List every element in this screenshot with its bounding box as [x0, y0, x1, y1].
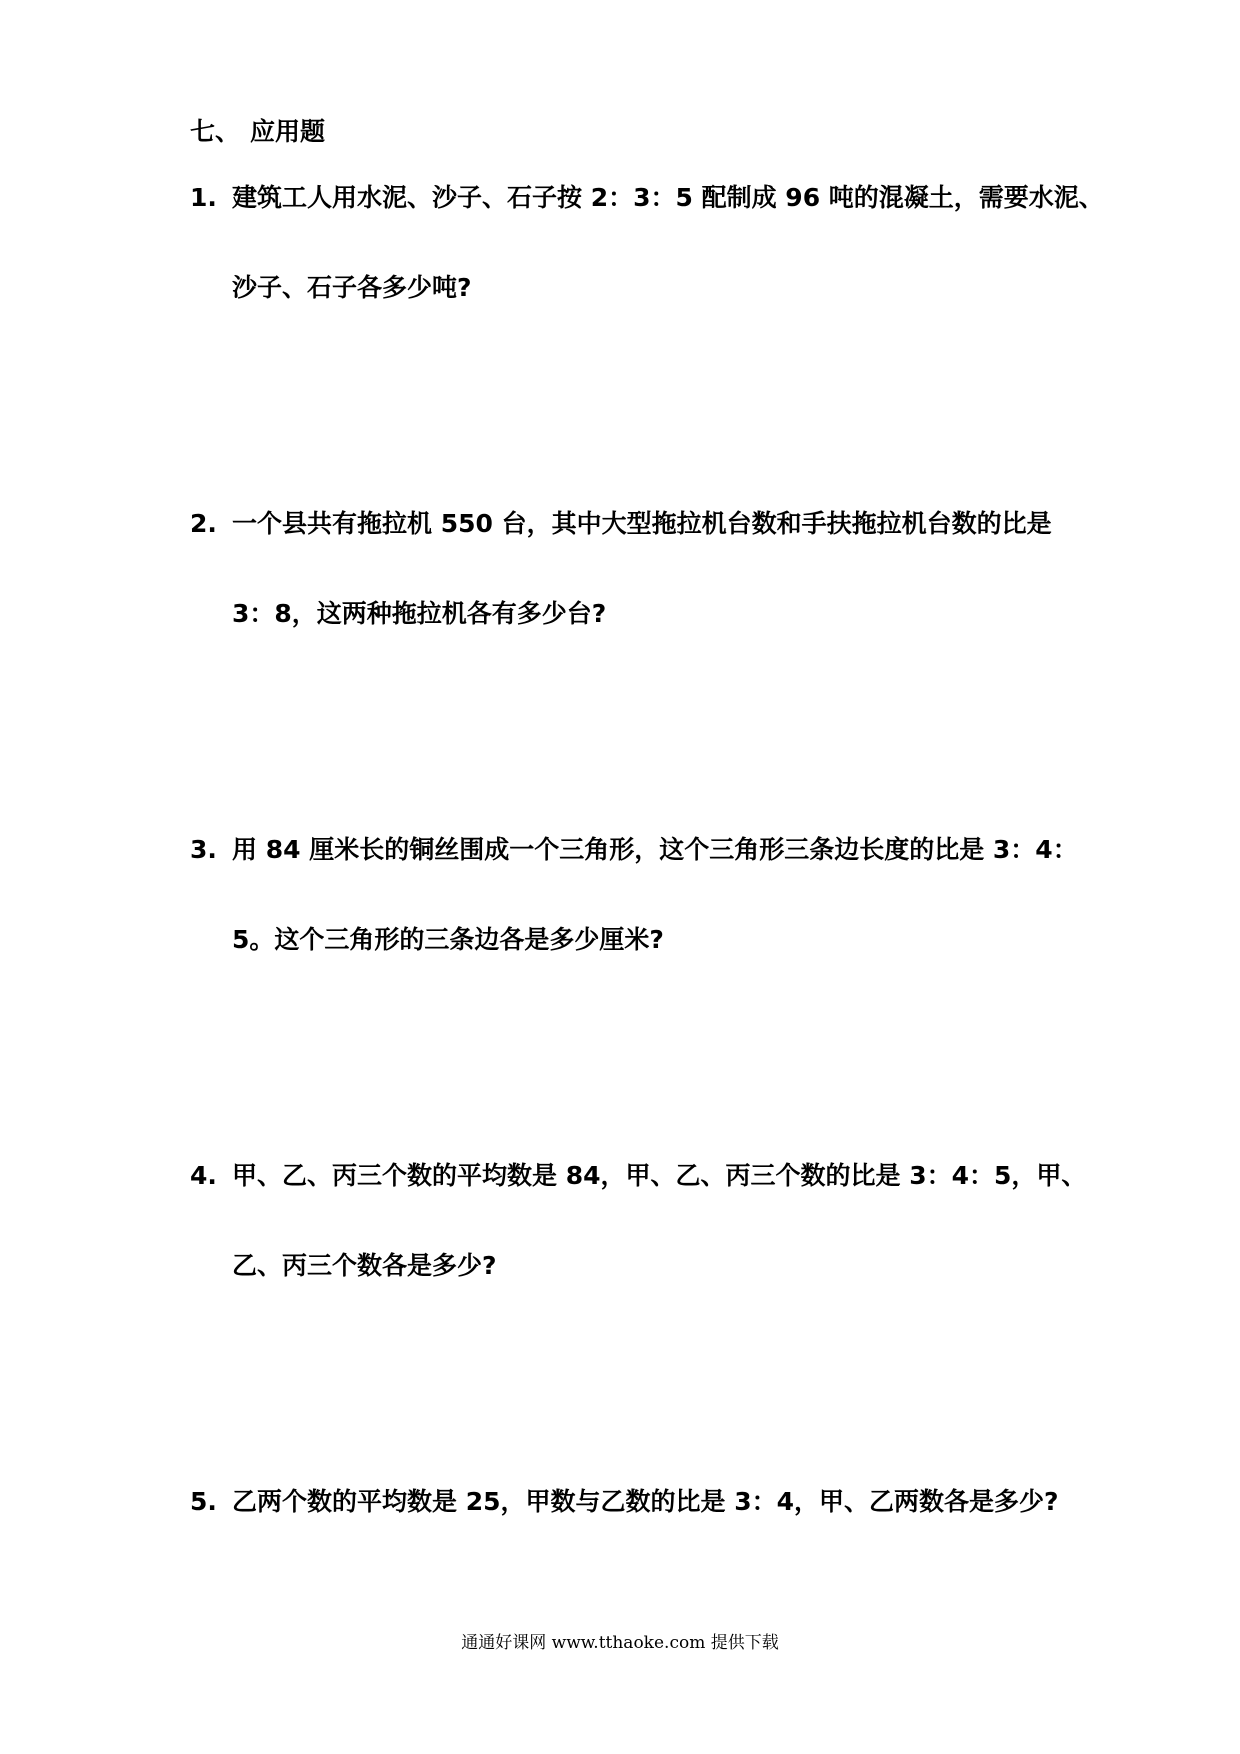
question-number: 5.	[190, 1487, 217, 1516]
question-4	[190, 1156, 1087, 1286]
question-line	[190, 178, 1104, 218]
question-3	[190, 830, 1078, 960]
question-text-line1: 用 84 厘米长的铜丝围成一个三角形，这个三角形三条边长度的比是 3：4：	[232, 835, 1078, 864]
question-line	[190, 830, 1078, 870]
question-line	[190, 1482, 1070, 1522]
question-text-line1: 建筑工人用水泥、沙子、石子按 2：3：5 配制成 96 吨的混凝土，需要水泥、	[232, 183, 1104, 212]
question-1	[190, 178, 1104, 308]
question-text-line2: 乙、丙三个数各是多少?	[232, 1251, 497, 1280]
section-number: 七、	[190, 117, 241, 146]
question-text-line1: 甲、乙、丙三个数的平均数是 84，甲、乙、丙三个数的比是 3：4：5，甲、	[232, 1161, 1087, 1190]
section-heading	[190, 112, 325, 152]
section-title: 应用题	[250, 117, 326, 146]
question-line	[190, 504, 1070, 544]
question-text-line2: 3：8，这两种拖拉机各有多少台?	[232, 599, 607, 628]
footer-text: 通通好课网 www.tthaoke.com 提供下载	[461, 1633, 779, 1653]
question-2	[190, 504, 1070, 634]
question-number: 4.	[190, 1161, 217, 1190]
question-text-line1: 乙两个数的平均数是 25，甲数与乙数的比是 3：4，甲、乙两数各是多少?	[232, 1487, 1059, 1516]
question-5	[190, 1482, 1070, 1522]
question-text-line2: 沙子、石子各多少吨?	[232, 273, 472, 302]
question-number: 2.	[190, 509, 217, 538]
question-text-line1: 一个县共有拖拉机 550 台，其中大型拖拉机台数和手扶拖拉机台数的比是	[232, 509, 1052, 538]
question-number: 3.	[190, 835, 217, 864]
question-line	[190, 1156, 1087, 1196]
question-text-line2: 5。这个三角形的三条边各是多少厘米?	[232, 925, 664, 954]
question-number: 1.	[190, 183, 217, 212]
